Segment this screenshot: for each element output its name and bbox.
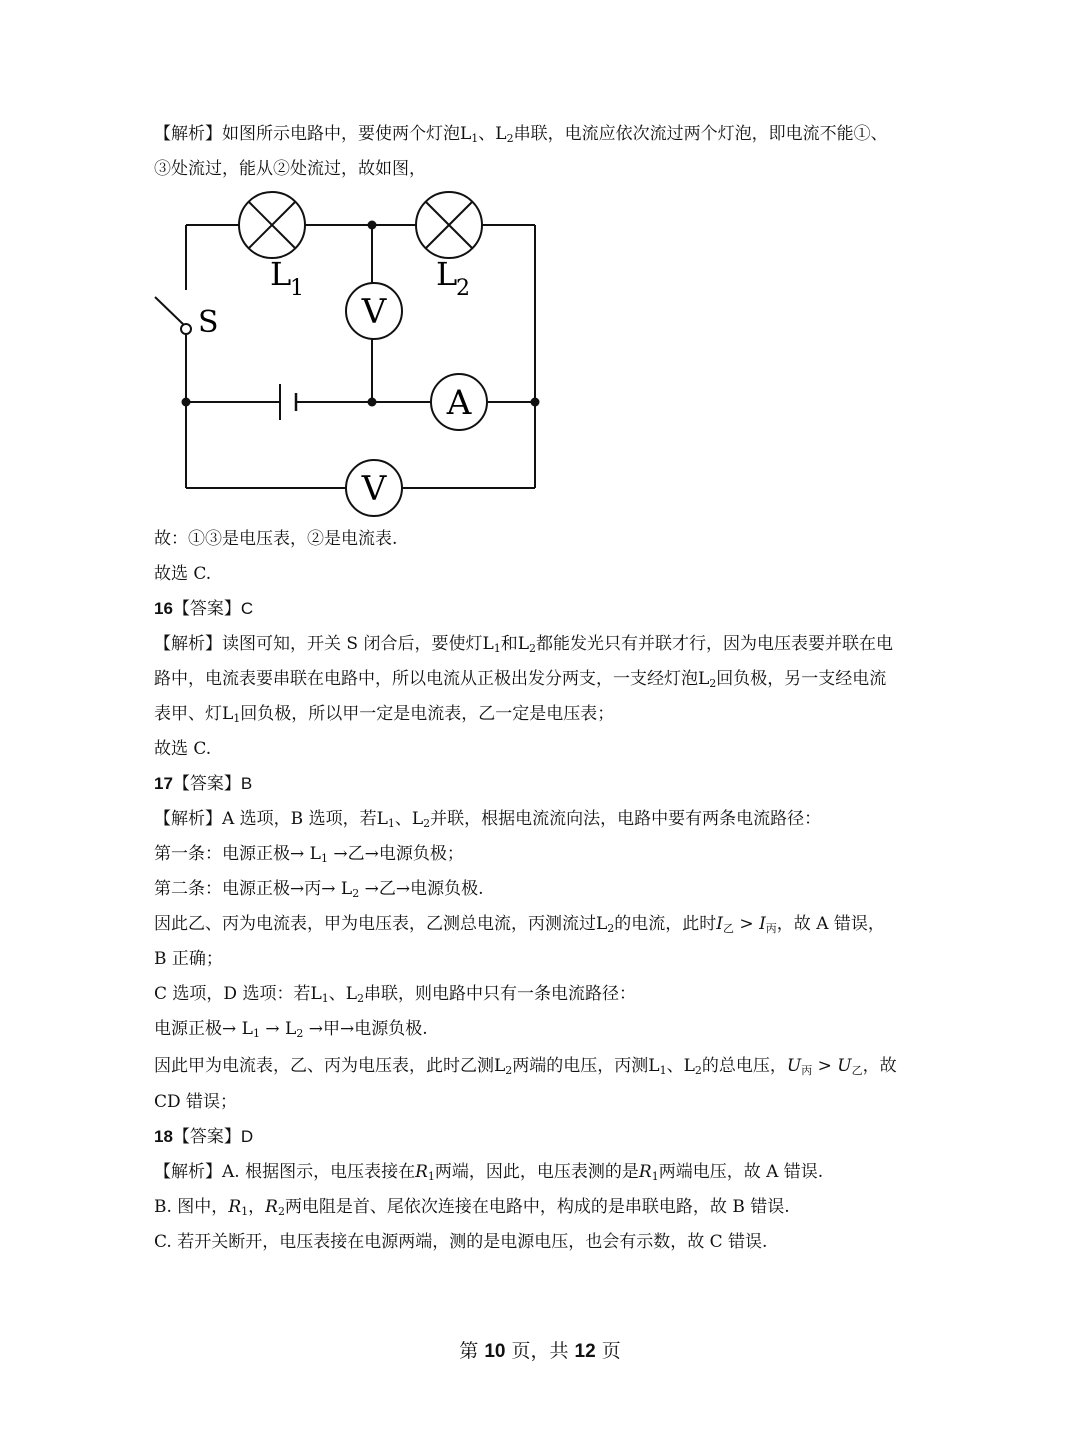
l-symbol: L xyxy=(340,879,353,899)
l-symbol: L xyxy=(648,1056,660,1076)
choice-text: 故选 C. xyxy=(154,739,212,759)
analysis-text: 的电流，此时 xyxy=(614,914,717,934)
l-symbol: L xyxy=(494,1056,506,1076)
analysis-text: 串联，则电路中只有一条电流路径： xyxy=(364,984,637,1004)
q17-line-6 xyxy=(154,982,636,1006)
q17-line-5 xyxy=(154,947,223,971)
junction-node xyxy=(182,398,191,407)
switch-label: S xyxy=(198,305,219,340)
q16-analysis-line-3 xyxy=(154,702,614,726)
analysis-text: C 选项，D 选项：若 xyxy=(154,984,311,1004)
page-number: 10 xyxy=(484,1341,506,1362)
q17-line-2 xyxy=(154,842,464,866)
q15-conclusion-text: 故：①③是电压表，②是电流表. xyxy=(154,529,398,549)
q17-answer-line xyxy=(154,772,252,796)
lamp-l1-label: L xyxy=(270,255,292,293)
subscript: 2 xyxy=(505,1064,513,1077)
resistor-symbol: R xyxy=(638,1162,652,1182)
footer-text: 第 xyxy=(459,1340,485,1362)
greater-than: > xyxy=(734,914,760,934)
analysis-text: 两端，因此，电压表测的是 xyxy=(434,1162,639,1182)
subscript: 乙 xyxy=(851,1064,863,1077)
analysis-text: →甲→电源负极. xyxy=(303,1019,428,1039)
voltage-symbol: U xyxy=(837,1056,852,1076)
q18-option-a xyxy=(154,1160,823,1184)
analysis-text: 因此甲为电流表，乙、丙为电压表，此时乙测 xyxy=(154,1056,494,1076)
q17-line-3 xyxy=(154,877,484,901)
resistor-symbol: R xyxy=(265,1197,278,1217)
q16-analysis-line-2 xyxy=(154,667,886,691)
l-symbol: L xyxy=(310,984,322,1004)
intro-text: ③处流过，能从②处流过，故如图， xyxy=(154,159,426,179)
junction-node xyxy=(368,398,377,407)
analysis-text: B. 图中， xyxy=(154,1197,229,1217)
l-symbol: L xyxy=(411,809,424,829)
q16-analysis-line-1 xyxy=(154,632,893,656)
analysis-text: 【解析】A 选项，B 选项，若 xyxy=(154,809,377,829)
analysis-text: 【解析】A. 根据图示，电压表接在 xyxy=(154,1162,416,1182)
current-symbol: I xyxy=(716,914,724,934)
switch-blade xyxy=(155,297,184,325)
answer-value: D xyxy=(240,1127,254,1146)
l-symbol: L xyxy=(482,634,494,654)
subscript: 1 xyxy=(321,992,329,1005)
subscript: 2 xyxy=(423,817,431,830)
subscript: 1 xyxy=(387,817,395,830)
analysis-text: 都能发光只有并联才行，因为电压表要并联在电 xyxy=(536,634,894,654)
subscript: 2 xyxy=(529,642,537,655)
analysis-text: 路中，电流表要串联在电路中，所以电流从正极出发分两支，一支经灯泡 xyxy=(154,669,698,689)
footer-text: 页 xyxy=(595,1340,621,1362)
l-symbol: L xyxy=(683,1056,695,1076)
lamp-l1-symbol xyxy=(239,192,305,258)
lamp-l2-symbol xyxy=(416,192,482,258)
greater-than: > xyxy=(812,1056,838,1076)
l1-subscript: 1 xyxy=(471,132,479,145)
answer-label: 【答案】 xyxy=(172,599,241,619)
subscript: 2 xyxy=(357,992,365,1005)
l-symbol: L xyxy=(309,844,321,864)
analysis-text: 两电阻是首、尾依次连接在电路中，构成的是串联电路，故 B 错误. xyxy=(284,1197,790,1217)
q15-conclusion xyxy=(154,527,397,551)
l-symbol: L xyxy=(517,634,530,654)
l-symbol: L xyxy=(241,1019,253,1039)
subscript: 2 xyxy=(352,887,360,900)
page-footer xyxy=(0,1338,1080,1365)
resistor-symbol: R xyxy=(228,1197,242,1217)
l2-subscript: 2 xyxy=(506,132,514,145)
analysis-text: 因此乙、丙为电流表，甲为电压表，乙测总电流，丙测流过 xyxy=(154,914,596,934)
q17-line-7 xyxy=(154,1017,428,1041)
analysis-text: 的总电压， xyxy=(701,1056,787,1076)
analysis-text: 电源正极→ xyxy=(154,1019,242,1039)
separator: 、 xyxy=(328,984,346,1004)
q17-line-1 xyxy=(154,807,821,831)
subscript: 1 xyxy=(241,1205,249,1218)
analysis-text: 两端电压，故 A 错误. xyxy=(658,1162,824,1182)
answer-value: C xyxy=(240,599,254,618)
analysis-text: 并联，根据电流流向法，电路中要有两条电流路径： xyxy=(430,809,822,829)
lamp-l2-label: L xyxy=(436,255,458,293)
switch-contact xyxy=(181,324,191,334)
separator: 、 xyxy=(666,1056,684,1076)
l-symbol: L xyxy=(285,1019,297,1039)
subscript: 2 xyxy=(296,1027,304,1040)
lamp-l2-subscript: 2 xyxy=(456,276,470,301)
intro-text: 串联，电流应依次流过两个灯泡，即电流不能①、 xyxy=(513,124,888,144)
circuit-diagram xyxy=(0,0,1080,530)
separator: 、 xyxy=(478,124,496,144)
subscript: 1 xyxy=(493,642,501,655)
q16-choice xyxy=(154,737,211,761)
analysis-text: →乙→电源负极； xyxy=(327,844,464,864)
q17-line-8 xyxy=(154,1054,897,1078)
subscript: 乙 xyxy=(723,922,735,935)
intro-text: 【解析】如图所示电路中，要使两个灯泡 xyxy=(154,124,460,144)
q15-choice-text: 故选 C. xyxy=(154,564,212,584)
voltage-symbol: U xyxy=(786,1056,802,1076)
subscript: 1 xyxy=(427,1170,435,1183)
total-pages: 12 xyxy=(574,1341,596,1362)
separator: 、 xyxy=(394,809,412,829)
analysis-text: ，故 xyxy=(862,1056,897,1076)
analysis-text: B 正确； xyxy=(154,949,223,969)
analysis-text: 回负极，所以甲一定是电流表，乙一定是电压表； xyxy=(240,704,615,724)
q15-choice xyxy=(154,562,211,586)
ammeter-label: A xyxy=(446,383,472,423)
l2-symbol: L xyxy=(495,124,507,144)
q18-answer-line xyxy=(154,1125,253,1149)
q17-line-4 xyxy=(154,912,885,936)
current-symbol: I xyxy=(759,914,766,934)
l-symbol: L xyxy=(345,984,358,1004)
l-symbol: L xyxy=(376,809,388,829)
subscript: 2 xyxy=(709,677,717,690)
q18-option-c xyxy=(154,1230,767,1254)
answer-value: B xyxy=(240,774,253,793)
subscript: 2 xyxy=(694,1064,702,1077)
footer-text: 页，共 xyxy=(505,1340,575,1362)
voltmeter-bottom-label: V xyxy=(361,469,387,509)
analysis-text: 第二条：电源正极→丙→ xyxy=(154,879,341,899)
subscript: 1 xyxy=(659,1064,667,1077)
lamp-l1-subscript: 1 xyxy=(290,276,304,301)
question-number: 16 xyxy=(154,599,173,618)
l-symbol: L xyxy=(698,669,710,689)
voltmeter-top-label: V xyxy=(361,292,387,332)
answer-label: 【答案】 xyxy=(172,1127,241,1147)
l1-symbol: L xyxy=(460,124,472,144)
subscript: 1 xyxy=(651,1170,659,1183)
separator: ， xyxy=(248,1197,266,1217)
analysis-text: 【解析】读图可知，开关 S 闭合后，要使灯 xyxy=(154,634,483,654)
analysis-text: 表甲、灯 xyxy=(154,704,222,724)
q17-line-9 xyxy=(154,1090,237,1114)
subscript: 1 xyxy=(320,852,328,865)
resistor-symbol: R xyxy=(415,1162,428,1182)
analysis-text: ，故 A 错误， xyxy=(776,914,885,934)
q18-option-b xyxy=(154,1195,790,1219)
analysis-text: 和 xyxy=(500,634,518,654)
junction-node xyxy=(531,398,540,407)
question-number: 17 xyxy=(154,774,173,793)
answer-label: 【答案】 xyxy=(172,774,241,794)
analysis-text: 两端的电压，丙测 xyxy=(512,1056,649,1076)
junction-node xyxy=(368,221,377,230)
question-number: 18 xyxy=(154,1127,173,1146)
l-symbol: L xyxy=(596,914,608,934)
subscript: 2 xyxy=(277,1205,285,1218)
subscript: 1 xyxy=(233,712,241,725)
l-symbol: L xyxy=(222,704,234,724)
analysis-text: C. 若开关断开，电压表接在电源两端，测的是电源电压，也会有示数，故 C 错误. xyxy=(154,1232,768,1252)
subscript: 2 xyxy=(607,922,615,935)
analysis-text: 第一条：电源正极→ xyxy=(154,844,310,864)
subscript: 1 xyxy=(252,1027,260,1040)
analysis-text: → xyxy=(259,1019,286,1039)
subscript: 丙 xyxy=(765,922,777,935)
q16-answer-line xyxy=(154,597,253,621)
analysis-text: →乙→电源负极. xyxy=(359,879,484,899)
analysis-text: 回负极，另一支经电流 xyxy=(716,669,887,689)
analysis-text: CD 错误； xyxy=(154,1092,238,1112)
subscript: 丙 xyxy=(801,1064,813,1077)
